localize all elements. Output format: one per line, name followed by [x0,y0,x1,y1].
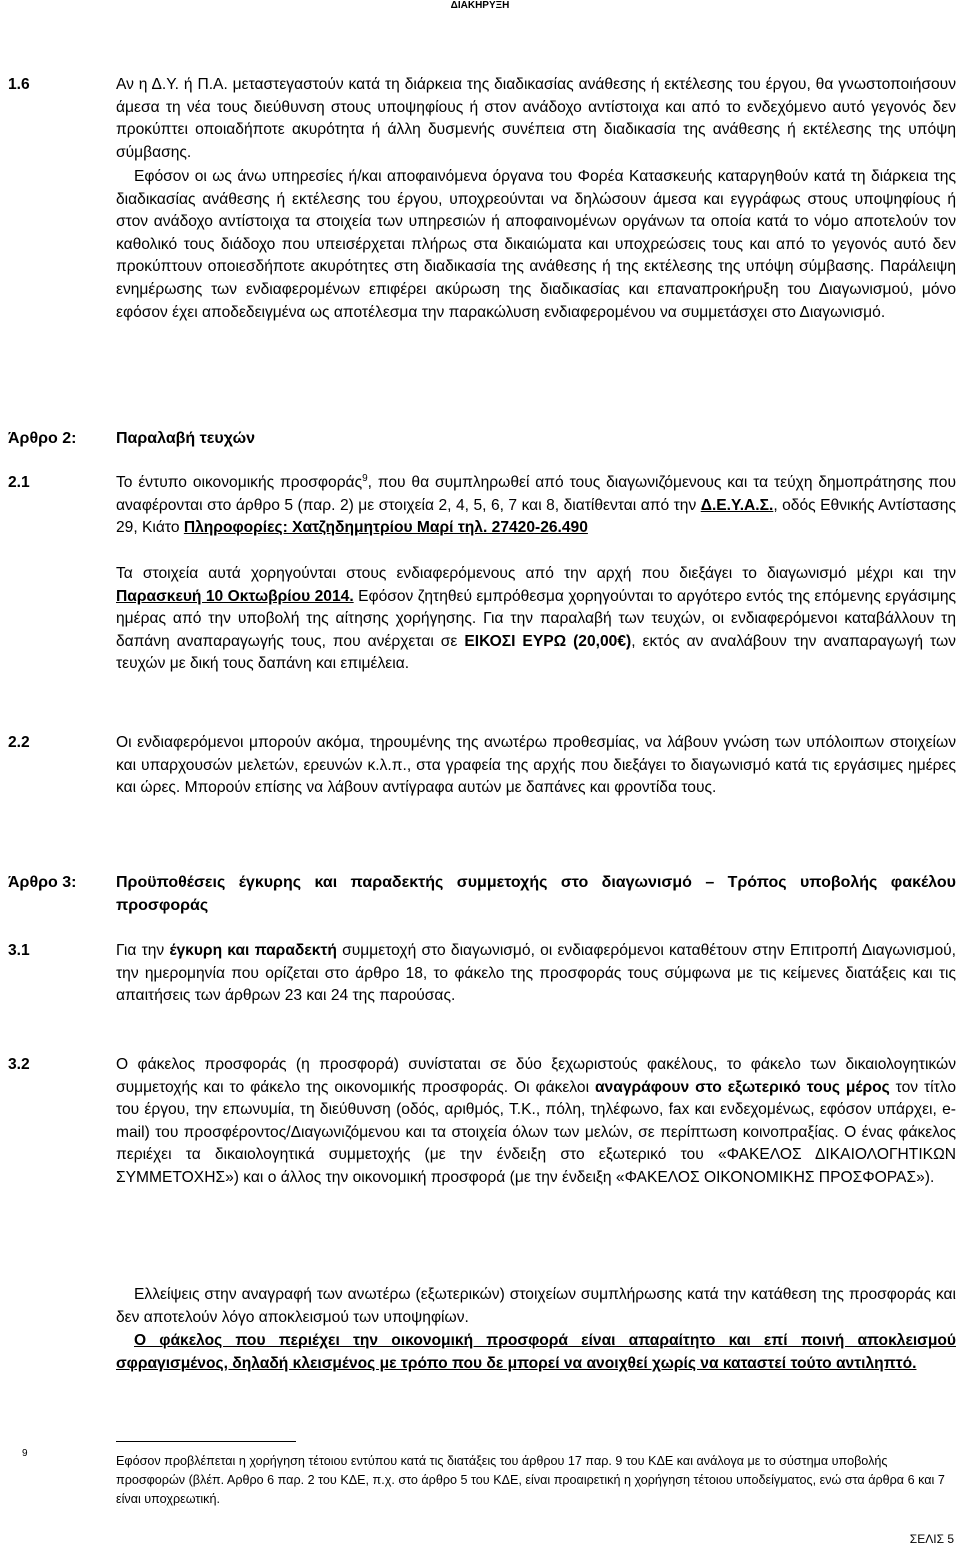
text-run: , που θα συμπληρωθεί από τους διαγωνιζόμενους και τα τεύχη δημοπράτησης που αναφέρονται στο άρθρο 5 (παρ. 2) με στοιχεία 2, 4, 5, 6, 7 και 8, διατίθενται από την [116,474,956,514]
document-header: ΔΙΑΚΗΡΥΞΗ [450,0,510,11]
section-3-2-paragraph-3: Ο φάκελος που περιέχει την οικονομική προσφορά είναι απαραίτητο και επί ποινή αποκλεισμού σφραγισμένος, δηλαδή κλεισμένος με τρόπο που δε μπορεί να ανοιχθεί χωρίς να καταστεί τούτο αντιληπτό. [116,1332,956,1372]
section-number: 2.2 [8,734,30,751]
emphasis-text: έγκυρη και παραδεκτή [169,942,337,959]
section-1-6-paragraph-2: Εφόσον οι ως άνω υπηρεσίες ή/και αποφαινόμενα όργανα του Φορέα Κατασκευής καταργηθούν κατά τη διάρκεια της διαδικασίας ανάθεσης ή εκτέλεσης του έργου, υποχρεούνται να δηλώσουν άμεσα και εγγράφως στους υποψηφίους ή στον ανάδοχο αντίστοιχα τα στοιχεία των υπηρεσιών ή αποφαινομένων οργάνων τα οποία κατά το νόμο αποτελούν τον καθολικό τους διάδοχο που υπεισέρχεται πλήρως στα δικαιώματα και υποχρεώσεις τους και από το γεγονός αυτό δεν προκύπτουν οποιεσδήποτε ακυρότητες στη διαδικασία της ανάθεσης ή της εκτέλεσης της υπόψη σύμβασης. Παράλειψη ενημέρωσης των ενδιαφερομένων επιφέρει ακύρωση της διαδικασίας και επαναπροκήρυξη του Διαγωνισμού, μόνο εφόσον έχει αποδεδειγμένα ως αποτέλεσμα την παρακώλυση ενδιαφερομένου να συμμετάσχει στο Διαγωνισμό. [116,168,956,321]
text-run: Το έντυπο οικονομικής προσφοράς [116,474,363,491]
article-3-title: Προϋποθέσεις έγκυρης και παραδεκτής συμμετοχής στο διαγωνισμό – Τρόπος υποβολής φακέλου προσφοράς [116,874,956,914]
text-run: Εφόσον ζητηθεύ εμπρόθεσμα χορηγούνται το αργότερο εντός της επόμενης εργάσιμης ημέρας από την υποβολή της αίτησης χορήγησης. Για την παραλαβή των τευχών, οι ενδιαφερόμενοι καταβάλλουν τη δαπάνη αναπαραγωγής τους, που ανέρχεται σε [116,587,957,650]
section-2-2-paragraph: Οι ενδιαφερόμενοι μπορούν ακόμα, τηρουμένης της ανωτέρω προθεσμίας, να λάβουν γνώση των υπόλοιπων στοιχείων και υπαρχουσών μελετών, ερευνών κ.λ.π., στα γραφεία της αρχής που διεξάγει το διαγωνισμό κατά τις εργάσιμες ημέρες και ώρες. Μπορούν επίσης να λάβουν αντίγραφα αυτών με δαπάνες και φροντίδα τους. [116,734,956,797]
text-run: τον τίτλο του έργου, την επωνυμία, τη διεύθυνση (οδός, αριθμός, Τ.Κ., πόλη, τηλέφωνο, fax και ενδεχομένως, εφόσον υπάρχει, e-mail) του προσφέροντος/Διαγωνιζόμενου και τα στοιχεία όλων των μελών, σε περίπτωση κοινοπραξίας. Ο ένας φάκελος περιέχει τα δικαιολογητικά συμμετοχής (με την ένδειξη στο εξωτερικό του «ΦΑΚΕΛΟΣ ΔΙΚΑΙΟΛΟΓΗΤΙΚΩΝ ΣΥΜΜΕΤΟΧΗΣ») και ο άλλος την οικονομική προσφορά (με την ένδειξη «ΦΑΚΕΛΟΣ ΟΙΚΟΝΟΜΙΚΗΣ ΠΡΟΣΦΟΡΑΣ»). [116,1078,957,1186]
text-run: συμμετοχή στο διαγωνισμό, οι ενδιαφερόμενοι καταθέτουν στην Επιτροπή Διαγωνισμού, την ημερομηνία που ορίζεται στο άρθρο 18, το φάκελο της προσφοράς τους σύμφωνα με τις κείμενες διατάξεις και τις απαιτήσεις των άρθρων 23 και 24 της παρούσας. [116,942,956,1005]
text-run: Τα στοιχεία αυτά χορηγούνται στους ενδιαφερόμενους από την αρχή που διεξάγει το διαγωνισμό μέχρι και την [116,565,956,582]
section-3-2-paragraph [116,1054,956,1190]
contact-info: Πληροφορίες: Χατζηδημητρίου Μαρί τηλ. 27420-26.490 [183,519,588,537]
text-run: , εκτός αν αναλάβουν την αναπαραγωγή των τευχών με δική τους δαπάνη και επιμέλεια. [116,632,956,673]
deadline-date: Παρασκευή 10 Οκτωβρίου 2014. [116,587,354,605]
section-number: 1.6 [8,76,30,93]
text-run: , οδός Εθνικής Αντίστασης 29, Κιάτο [116,496,956,537]
section-2-1-paragraph-2 [116,563,956,676]
page-number: ΣΕΛΙΣ 5 [909,1532,954,1546]
footnote-text: Εφόσον προβλέπεται η χορήγηση τέτοιου εντύπου κατά τις διατάξεις του άρθρου 17 παρ. 9 του ΚΔΕ και ανάλογα με το σύστημα υποβολής προσφορών (βλέπ. Αρθρο 6 παρ. 2 του ΚΔΕ, π.χ. στο άρθρο 5 του ΚΔΕ, είναι προαιρετική η χορήγηση τέτοιου υποδείγματος, ενώ στα άρθρα 6 και 7 είναι υποχρεωτική. [116,1454,945,1506]
section-3-1-paragraph [116,940,956,1008]
section-1-6-paragraph: Αν η Δ.Υ. ή Π.Α. μεταστεγαστούν κατά τη διάρκεια της διαδικασίας ανάθεσης ή εκτέλεσης του έργου, θα γνωστοποιήσουν άμεσα τη νέα τους διεύθυνση στους υποψηφίους ή στον ανάδοχο αντίστοιχα και από το ενδεχόμενο αυτό γεγονός δεν προκύπτει οποιαδήποτε ακυρότητα ή άλλη δυσμενής συνέπεια στη διαδικασία της ανάθεσης ή εκτέλεσης της υπόψη σύμβασης. [116,76,956,161]
price-amount: ΕΙΚΟΣΙ ΕΥΡΩ (20,00€) [464,632,632,650]
organization-name: Δ.Ε.Υ.Α.Σ. [700,496,774,514]
section-2-1-paragraph [116,472,956,540]
section-number: 2.1 [8,474,30,491]
section-number: 3.1 [8,942,30,959]
section-number: 3.2 [8,1056,30,1073]
text-run: Για την [116,942,170,959]
footnote-reference: 9 [362,472,368,484]
article-3-label: Άρθρο 3: [8,874,77,891]
article-2-title: Παραλαβή τευχών [116,430,255,447]
footnote-separator [116,1441,296,1442]
text-run: Ο φάκελος προσφοράς (η προσφορά) συνίσταται σε δύο ξεχωριστούς φακέλους, το φάκελο των δικαιολογητικών συμμετοχής και το φάκελο της οικονομικής προσφοράς. Οι φάκελοι [116,1056,956,1096]
footnote-mark: 9 [22,1448,28,1459]
emphasis-text: αναγράφουν στο εξωτερικό τους μέρος [594,1078,890,1096]
article-2-label: Άρθρο 2: [8,430,77,447]
section-3-2-paragraph-2: Ελλείψεις στην αναγραφή των ανωτέρω (εξωτερικών) στοιχείων συμπλήρωσης κατά την κατάθεση της προσφοράς και δεν αποτελούν λόγο αποκλεισμού των υποψηφίων. [116,1286,956,1326]
